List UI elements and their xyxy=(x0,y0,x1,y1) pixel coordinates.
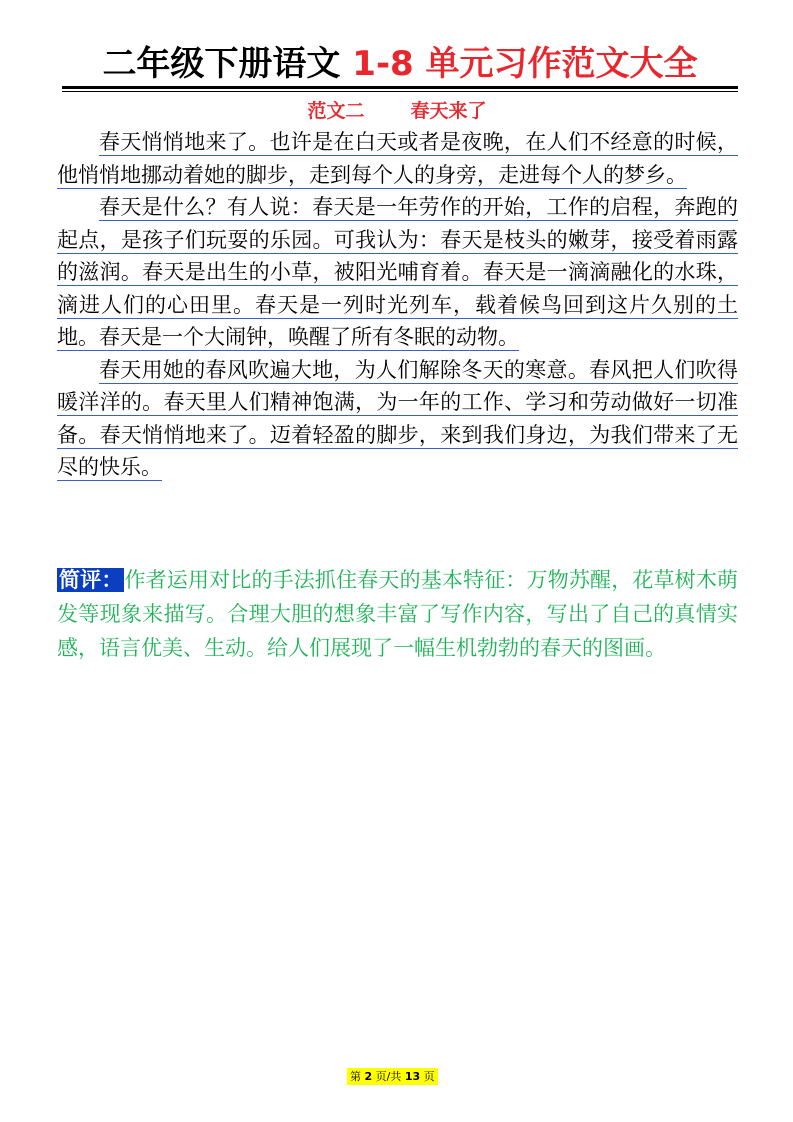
current-page-number: 2 xyxy=(364,1070,373,1083)
title-rule-thick xyxy=(62,86,738,89)
essay-paragraph-3: 春天用她的春风吹遍大地，为人们解除冬天的寒意。春风把人们吹得暖洋洋的。春天里人们精神饱满，为一年的工作、学习和劳动做好一切准备。春天悄悄地来了。迈着轻盈的脚步，来到我们身边，为我们带来了无尽的快乐。 xyxy=(57,357,738,479)
review-section xyxy=(57,563,738,665)
essay-paragraph-2: 春天是什么？有人说：春天是一年劳作的开始，工作的启程，奔跑的起点，是孩子们玩耍的乐园。可我认为：春天是枝头的嫩芽，接受着雨露的滋润。春天是出生的小草，被阳光哺育着。春天是一滴滴融化的水珠，滴进人们的心田里。春天是一列时光列车，载着候鸟回到这片久别的土地。春天是一个大闹钟，唤醒了所有冬眠的动物。 xyxy=(57,195,738,349)
page-number-footer: 第 2 页/共 13 页 xyxy=(347,1068,438,1085)
essay-heading xyxy=(57,96,737,126)
essay-paragraph-1: 春天悄悄地来了。也许是在白天或者是夜晚，在人们不经意的时候，他悄悄地挪动着她的脚步，走到每个人的身旁，走进每个人的梦乡。 xyxy=(57,130,738,187)
total-page-count: 13 xyxy=(404,1070,421,1083)
essay-title: 春天来了 xyxy=(410,100,487,122)
essay-number-label: 范文二 xyxy=(307,100,365,122)
essay-body xyxy=(57,126,738,484)
review-text: 作者运用对比的手法抓住春天的基本特征：万物苏醒，花草树木萌发等现象来描写。合理大胆的想象丰富了写作内容，写出了自己的真情实感，语言优美、生动。给人们展现了一幅生机勃勃的春天的图画。 xyxy=(57,568,738,660)
review-label: 简评： xyxy=(59,568,123,592)
title-unit-part: 1-8 单元习作范文大全 xyxy=(352,44,698,84)
document-title xyxy=(62,38,738,90)
title-grade-part: 二年级下册语文 xyxy=(102,44,353,84)
title-rule-thin xyxy=(62,91,738,92)
